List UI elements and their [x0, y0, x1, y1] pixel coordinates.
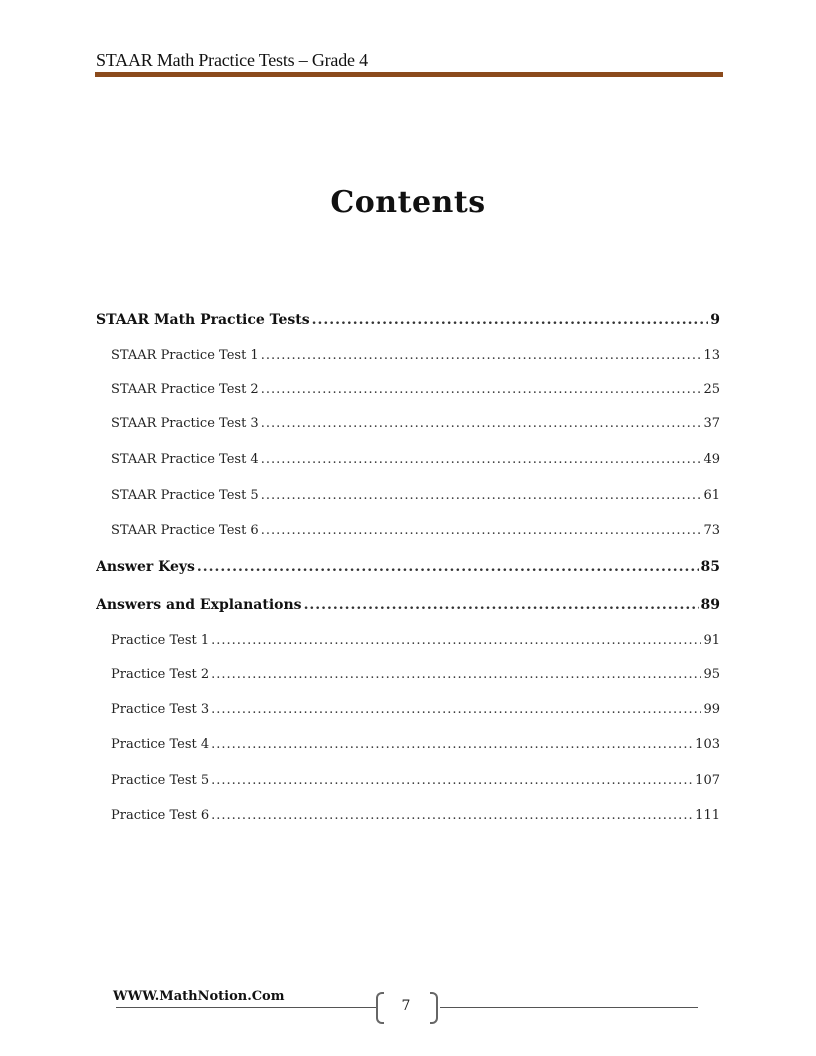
toc-entry-page: 95: [703, 667, 720, 682]
dot-leader: [197, 559, 699, 575]
dot-leader: [261, 348, 702, 363]
page-number: 7: [401, 998, 411, 1014]
toc-entry-label: STAAR Practice Test 4: [111, 452, 259, 467]
running-header-title: STAAR Math Practice Tests – Grade 4: [96, 50, 368, 70]
dot-leader: [211, 702, 701, 717]
toc-entry-practice-test-2[interactable]: [96, 667, 720, 682]
toc-entry-page: 107: [695, 773, 720, 788]
footer-rule-right: [440, 1007, 698, 1008]
toc-entry-label: Practice Test 4: [111, 737, 210, 752]
toc-entry-label: STAAR Practice Test 1: [111, 348, 259, 363]
dot-leader: [261, 452, 702, 467]
toc-entry-label: STAAR Practice Test 5: [111, 488, 259, 503]
toc-entry-page: 13: [703, 348, 720, 363]
toc-entry-page: 103: [695, 737, 720, 752]
toc-entry-page: 37: [703, 416, 720, 431]
toc-entry-staar-practice-test-1[interactable]: [96, 348, 720, 363]
toc-entry-label: Practice Test 5: [111, 773, 210, 788]
toc-entry-page: 9: [710, 312, 720, 328]
toc-entry-page: 89: [700, 597, 720, 613]
toc-entry-staar-practice-test-6[interactable]: [96, 523, 720, 538]
toc-entry-practice-test-4[interactable]: [96, 737, 720, 752]
dot-leader: [211, 667, 701, 682]
toc-entry-practice-test-1[interactable]: [96, 633, 720, 648]
dot-leader: [261, 416, 702, 431]
footer-website: WWW.MathNotion.Com: [113, 989, 285, 1004]
toc-entry-staar-math-practice-tests[interactable]: [96, 312, 720, 328]
dot-leader: [312, 312, 709, 328]
footer-rule-left: [116, 1007, 378, 1008]
toc-entry-label: Practice Test 1: [111, 633, 210, 648]
toc-entry-label: STAAR Practice Test 6: [111, 523, 259, 538]
dot-leader: [211, 808, 693, 823]
toc-entry-staar-practice-test-4[interactable]: [96, 452, 720, 467]
toc-entry-answers-and-explanations[interactable]: [96, 597, 720, 613]
toc-entry-label: Practice Test 3: [111, 702, 210, 717]
toc-entry-page: 25: [703, 382, 720, 397]
toc-entry-staar-practice-test-3[interactable]: [96, 416, 720, 431]
toc-entry-staar-practice-test-5[interactable]: [96, 488, 720, 503]
toc-entry-page: 111: [695, 808, 720, 823]
toc-entry-practice-test-6[interactable]: [96, 808, 720, 823]
toc-entry-answer-keys[interactable]: [96, 559, 720, 575]
right-bracket-ornament: [430, 992, 438, 1024]
dot-leader: [261, 382, 702, 397]
dot-leader: [304, 597, 699, 613]
toc-entry-practice-test-5[interactable]: [96, 773, 720, 788]
dot-leader: [211, 773, 693, 788]
toc-entry-page: 49: [703, 452, 720, 467]
dot-leader: [261, 488, 702, 503]
toc-entry-page: 73: [703, 523, 720, 538]
toc-entry-page: 99: [703, 702, 720, 717]
toc-entry-page: 85: [700, 559, 720, 575]
toc-entry-page: 61: [703, 488, 720, 503]
toc-entry-staar-practice-test-2[interactable]: [96, 382, 720, 397]
toc-entry-label: STAAR Math Practice Tests: [96, 312, 310, 328]
toc-entry-label: Answer Keys: [96, 559, 195, 575]
toc-entry-label: Practice Test 6: [111, 808, 210, 823]
toc-entry-label: STAAR Practice Test 3: [111, 416, 259, 431]
dot-leader: [211, 737, 693, 752]
toc-entry-page: 91: [703, 633, 720, 648]
dot-leader: [261, 523, 702, 538]
dot-leader: [211, 633, 701, 648]
table-of-contents: [96, 0, 720, 1056]
toc-entry-practice-test-3[interactable]: [96, 702, 720, 717]
contents-heading: Contents: [330, 185, 486, 220]
toc-entry-label: Answers and Explanations: [96, 597, 302, 613]
toc-entry-label: STAAR Practice Test 2: [111, 382, 259, 397]
toc-entry-label: Practice Test 2: [111, 667, 210, 682]
